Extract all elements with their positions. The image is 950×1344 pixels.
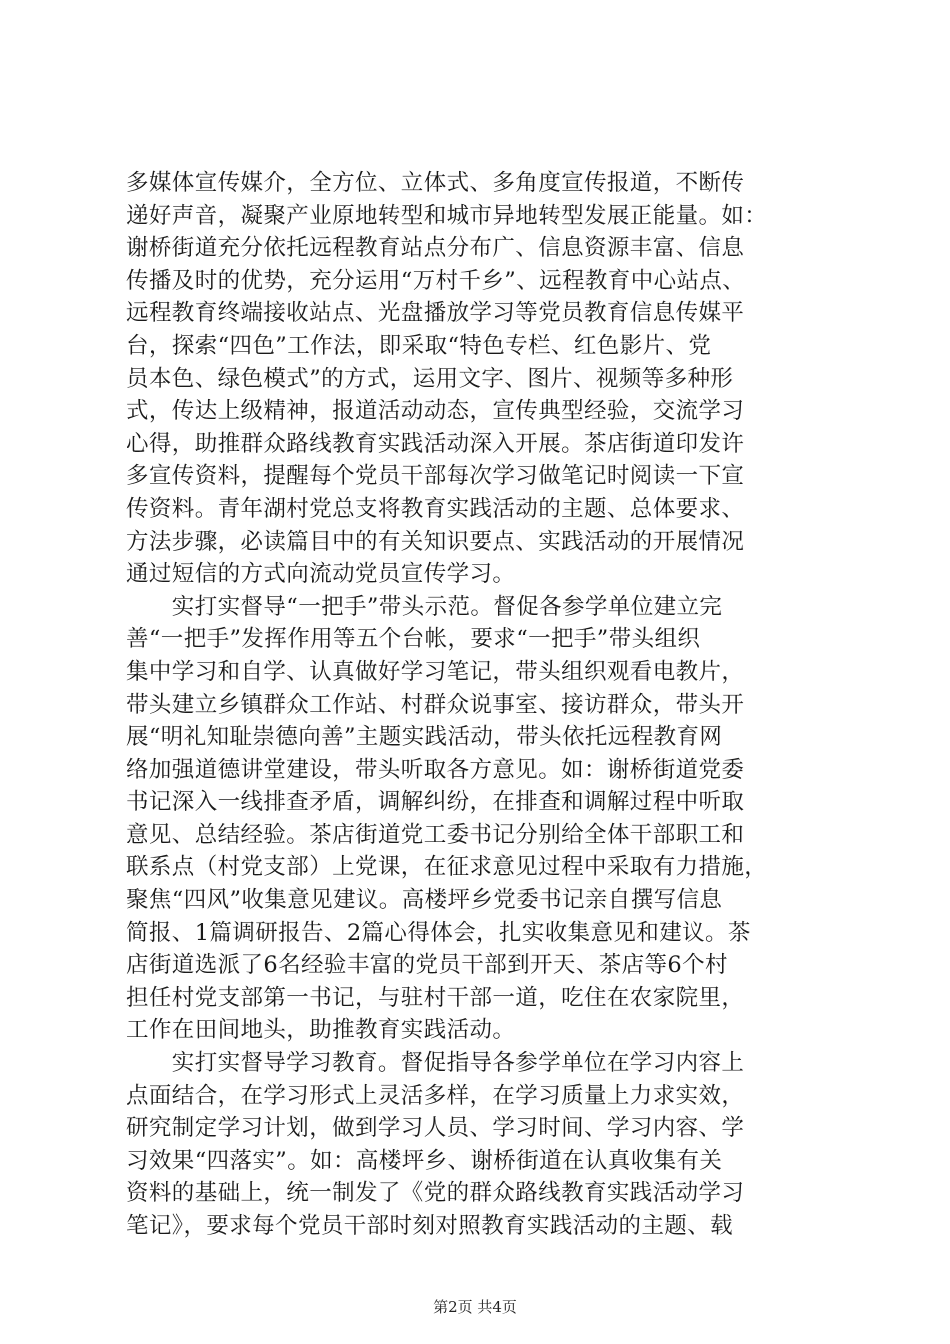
text-line: 远程教育终端接收站点、光盘播放学习等党员教育信息传媒平 <box>126 300 745 327</box>
text-line: 传播及时的优势，充分运用“万村千乡”、远程教育中心站点、 <box>126 267 746 294</box>
text-line: 联系点（村党支部）上党课，在征求意见过程中采取有力措施， <box>126 854 768 881</box>
text-line: 研究制定学习计划，做到学习人员、学习时间、学习内容、学 <box>126 1115 745 1142</box>
text-line: 递好声音，凝聚产业原地转型和城市异地转型发展正能量。如： <box>126 202 768 229</box>
text-line: 通过短信的方式向流动党员宣传学习。 <box>126 561 516 588</box>
text-line: 心得，助推群众路线教育实践活动深入开展。茶店街道印发许 <box>126 430 745 457</box>
text-line: 习效果“四落实”。如：高楼坪乡、谢桥街道在认真收集有关 <box>126 1147 723 1174</box>
page-footer: 第2页 共4页 <box>433 1298 517 1316</box>
text-line: 多媒体宣传媒介，全方位、立体式、多角度宣传报道，不断传 <box>126 170 745 196</box>
text-line: 简报、1篇调研报告、2篇心得体会，扎实收集意见和建议。茶 <box>126 919 751 946</box>
text-line: 资料的基础上，统一制发了《党的群众路线教育实践活动学习 <box>126 1180 745 1207</box>
text-line: 聚焦“四风”收集意见建议。高楼坪乡党委书记亲自撰写信息 <box>126 887 723 914</box>
text-line: 谢桥街道充分依托远程教育站点分布广、信息资源丰富、信息 <box>126 235 745 262</box>
text-line: 店街道选派了6名经验丰富的党员干部到开天、茶店等6个村 <box>126 952 728 979</box>
text-line: 带头建立乡镇群众工作站、村群众说事室、接访群众，带头开 <box>126 691 745 718</box>
text-line: 台，探索“四色”工作法，即采取“特色专栏、红色影片、党 <box>126 332 712 359</box>
text-line: 络加强道德讲堂建设，带头听取各方意见。如：谢桥街道党委 <box>126 756 745 783</box>
text-line: 集中学习和自学、认真做好学习笔记，带头组织观看电教片， <box>126 658 745 685</box>
text-line: 多宣传资料，提醒每个党员干部每次学习做笔记时阅读一下宣 <box>126 463 745 490</box>
text-line: 实打实督导“一把手”带头示范。督促各参学单位建立完 <box>126 593 723 620</box>
text-line: 工作在田间地头，助推教育实践活动。 <box>126 1017 516 1044</box>
text-line: 展“明礼知耻崇德向善”主题实践活动，带头依托远程教育网 <box>126 724 723 751</box>
text-line: 员本色、绿色模式”的方式，运用文字、图片、视频等多种形 <box>126 365 734 392</box>
text-line: 传资料。青年湖村党总支将教育实践活动的主题、总体要求、 <box>126 495 745 522</box>
text-line: 担任村党支部第一书记，与驻村干部一道，吃住在农家院里， <box>126 984 745 1011</box>
text-line: 点面结合，在学习形式上灵活多样，在学习质量上力求实效， <box>126 1082 745 1109</box>
text-line: 意见、总结经验。茶店街道党工委书记分别给全体干部职工和 <box>126 821 745 848</box>
document-body <box>126 167 836 1243</box>
text-line: 善“一把手”发挥作用等五个台帐，要求“一把手”带头组织 <box>126 626 701 653</box>
text-line: 式，传达上级精神，报道活动动态，宣传典型经验，交流学习 <box>126 398 745 425</box>
text-line: 方法步骤，必读篇目中的有关知识要点、实践活动的开展情况 <box>126 528 745 555</box>
text-line: 实打实督导学习教育。督促指导各参学单位在学习内容上 <box>126 1050 745 1077</box>
text-line: 书记深入一线排查矛盾，调解纠纷，在排查和调解过程中听取 <box>126 789 745 816</box>
text-line: 笔记》，要求每个党员干部时刻对照教育实践活动的主题、载 <box>126 1213 734 1239</box>
